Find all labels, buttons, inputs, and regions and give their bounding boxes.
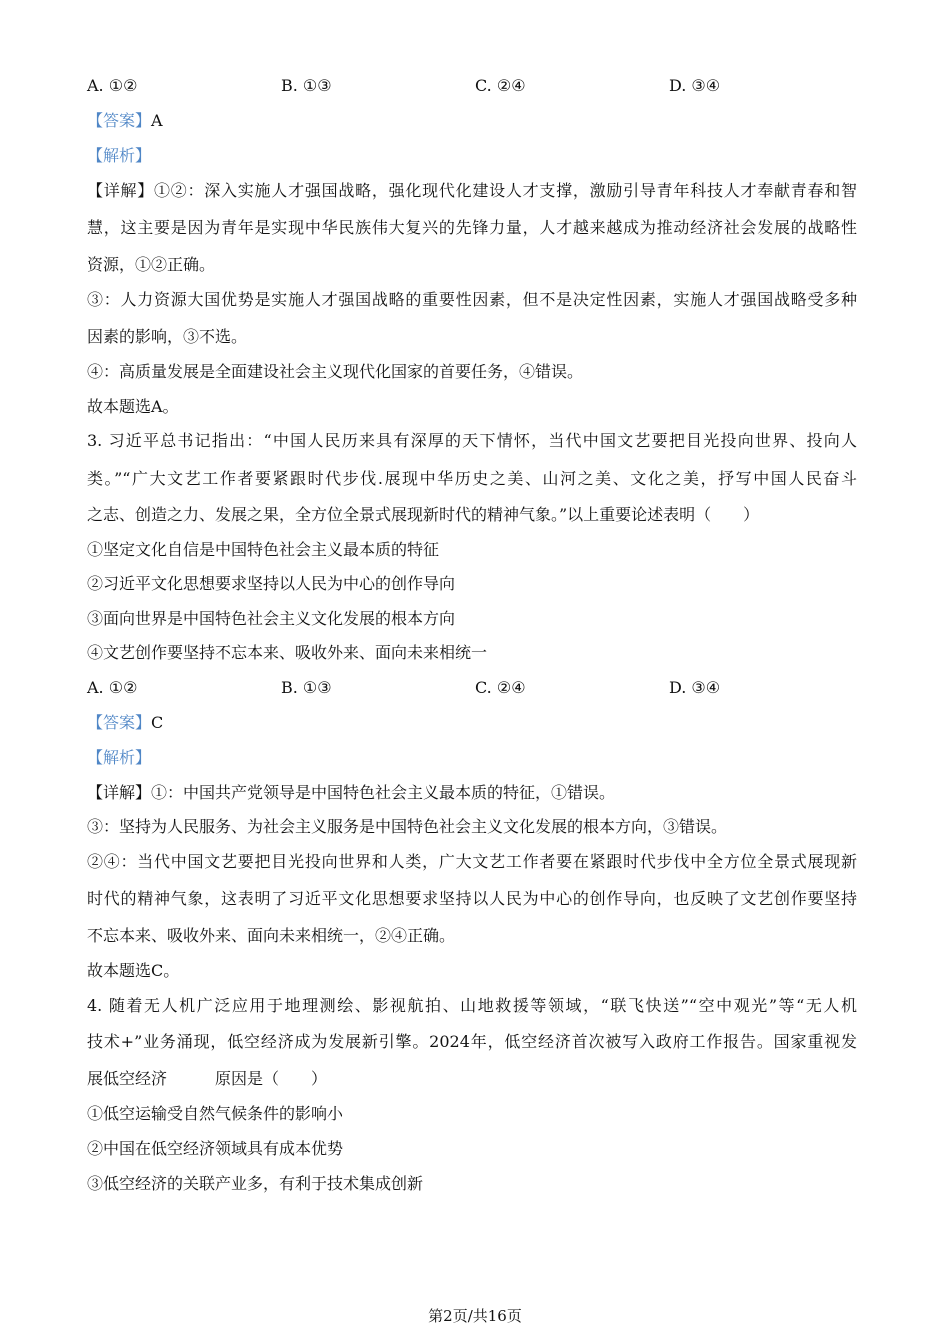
q2-explanation-line: 【详解】①②：深入实施人才强国战略，强化现代化建设人才支撑，激励引导青年科技人才奉献青春和智 bbox=[87, 181, 857, 200]
q3-statement: ②习近平文化思想要求坚持以人民为中心的创作导向 bbox=[87, 574, 456, 593]
q4-stem-line: 技术+”业务涌现，低空经济成为发展新引擎。2024年，低空经济首次被写入政府工作报告。国家重视发 bbox=[87, 1032, 857, 1051]
option-b: B. ①③ bbox=[281, 678, 332, 697]
q2-answer bbox=[87, 111, 163, 131]
option-b: B. ①③ bbox=[281, 76, 332, 95]
q4-statement: ②中国在低空经济领域具有成本优势 bbox=[87, 1139, 344, 1158]
q3-statement: ①坚定文化自信是中国特色社会主义最本质的特征 bbox=[87, 540, 440, 559]
answer-tag: 【答案】 bbox=[87, 713, 152, 732]
q3-explanation-line: 【详解】①：中国共产党领导是中国特色社会主义最本质的特征，①错误。 bbox=[87, 783, 616, 802]
q4-statement: ③低空经济的关联产业多，有利于技术集成创新 bbox=[87, 1174, 424, 1193]
option-d: D. ③④ bbox=[669, 678, 721, 697]
q4-stem-line: 展低空经济 原因是（ ） bbox=[87, 1069, 328, 1088]
q2-explanation-line: ④：高质量发展是全面建设社会主义现代化国家的首要任务，④错误。 bbox=[87, 362, 584, 381]
q3-analysis-tag: 【解析】 bbox=[87, 748, 152, 767]
q3-stem-line: 类。”“广大文艺工作者要紧跟时代步伐.展现中华历史之美、山河之美、文化之美，抒写中国人民奋斗 bbox=[87, 469, 857, 488]
q4-stem-line: 4. 随着无人机广泛应用于地理测绘、影视航拍、山地救援等领域，“联飞快送”“空中观光”等“无人机 bbox=[87, 996, 857, 1015]
q3-statement: ④文艺创作要坚持不忘本来、吸收外来、面向未来相统一 bbox=[87, 643, 488, 662]
q2-analysis-tag: 【解析】 bbox=[87, 146, 152, 165]
option-a: A. ①② bbox=[87, 76, 138, 95]
q3-explanation-line: ③：坚持为人民服务、为社会主义服务是中国特色社会主义文化发展的根本方向，③错误。 bbox=[87, 817, 728, 836]
q3-stem-line: 3. 习近平总书记指出：“中国人民历来具有深厚的天下情怀，当代中国文艺要把目光投向世界、投向人 bbox=[87, 431, 857, 450]
page-number: 第2页/共16页 bbox=[428, 1307, 522, 1325]
q3-statement: ③面向世界是中国特色社会主义文化发展的根本方向 bbox=[87, 609, 456, 628]
option-a: A. ①② bbox=[87, 678, 138, 697]
q2-explanation-line: 因素的影响，③不选。 bbox=[87, 327, 248, 346]
answer-value: C bbox=[151, 713, 164, 732]
q3-stem-line: 之志、创造之力、发展之果，全方位全景式展现新时代的精神气象。”以上重要论述表明（ ） bbox=[87, 505, 760, 524]
option-c: C. ②④ bbox=[475, 678, 526, 697]
q3-answer bbox=[87, 713, 163, 733]
option-c: C. ②④ bbox=[475, 76, 526, 95]
q3-explanation-line: 时代的精神气象，这表明了习近平文化思想要求坚持以人民为中心的创作导向，也反映了文艺创作要坚持 bbox=[87, 889, 857, 908]
q2-explanation-line: 故本题选A。 bbox=[87, 397, 179, 416]
q3-explanation-line: 故本题选C。 bbox=[87, 961, 180, 980]
answer-value: A bbox=[151, 111, 163, 130]
q4-statement: ①低空运输受自然气候条件的影响小 bbox=[87, 1104, 344, 1123]
option-d: D. ③④ bbox=[669, 76, 721, 95]
q2-explanation-line: 资源，①②正确。 bbox=[87, 255, 216, 274]
q2-explanation-line: ③：人力资源大国优势是实施人才强国战略的重要性因素，但不是决定性因素，实施人才强国战略受多种 bbox=[87, 290, 857, 309]
q3-explanation-line: 不忘本来、吸收外来、面向未来相统一，②④正确。 bbox=[87, 926, 456, 945]
answer-tag: 【答案】 bbox=[87, 111, 152, 130]
q2-explanation-line: 慧，这主要是因为青年是实现中华民族伟大复兴的先锋力量，人才越来越成为推动经济社会发展的战略性 bbox=[87, 218, 857, 237]
q3-explanation-line: ②④：当代中国文艺要把目光投向世界和人类，广大文艺工作者要在紧跟时代步伐中全方位全景式展现新 bbox=[87, 852, 857, 871]
